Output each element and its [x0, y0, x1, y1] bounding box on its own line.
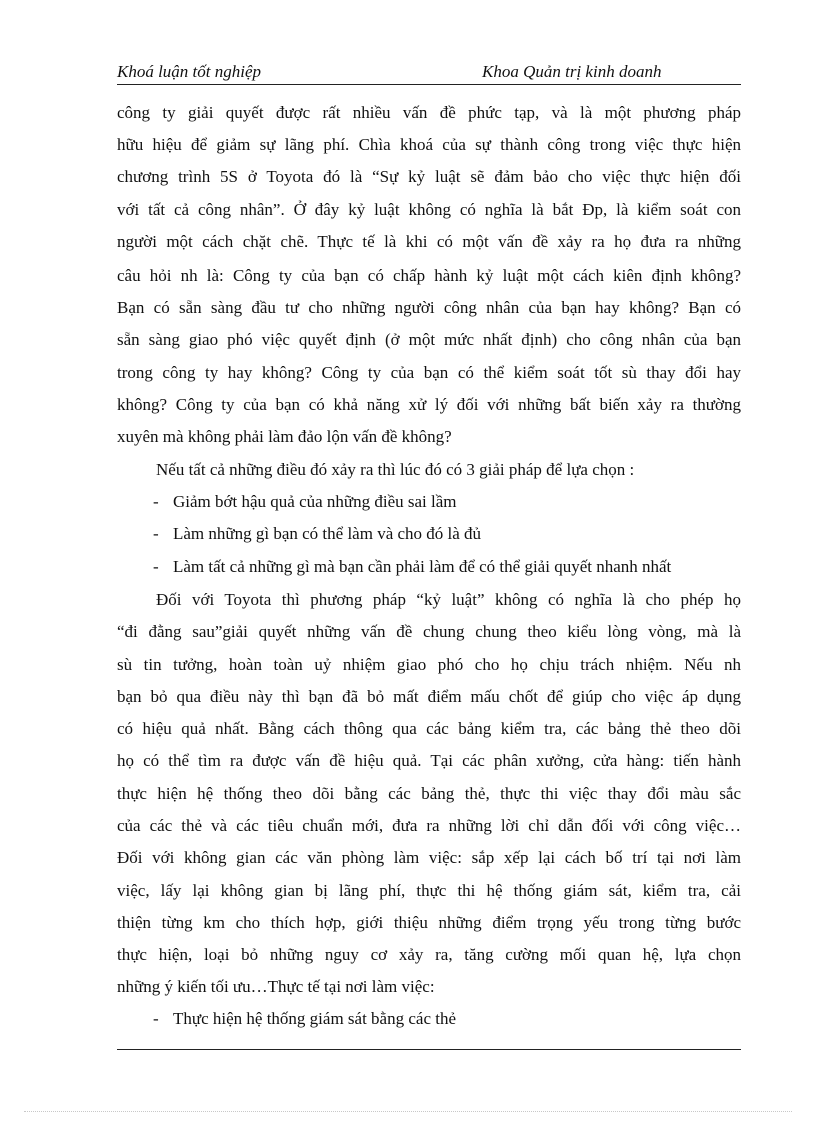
bullet-dash: -: [153, 524, 159, 543]
page-bottom-edge: [24, 1111, 792, 1112]
bullet-dash: -: [153, 492, 159, 511]
paragraph-1-line-2: hữu hiệu để giảm sự lãng phí. Chìa khoá của sự thành công trong việc thực hiện: [117, 135, 741, 154]
paragraph-2-line-5: có hiệu quả nhất. Bằng cách thông qua các bảng kiểm tra, các bảng thẻ theo dõi: [117, 719, 741, 738]
paragraph-2-line-12: thực hiện, loại bỏ những nguy cơ xảy ra, tăng cường mối quan hệ, lựa chọn: [117, 945, 741, 964]
paragraph-1-line-5: người một cách chặt chẽ. Thực tế là khi có một vấn đề xảy ra họ đưa ra những: [117, 232, 741, 251]
paragraph-2-line-2: “đi đằng sau”giải quyết những vấn đề chung chung theo kiểu lòng vòng, mà là: [117, 622, 741, 641]
paragraph-1-line-11: xuyên mà không phải làm đảo lộn vấn đề không?: [117, 427, 452, 446]
list-item-text: Làm tất cả những gì mà bạn cần phải làm để có thể giải quyết nhanh nhất: [173, 557, 672, 576]
paragraph-2-line-10: việc, lấy lại không gian bị lãng phí, thực thi hệ thống giám sát, kiểm tra, cải: [117, 881, 741, 900]
paragraph-2-line-3: sù tin tưởng, hoàn toàn uỷ nhiệm giao phó cho họ chịu trách nhiệm. Nếu nh: [117, 655, 741, 674]
paragraph-2-line-4: bạn bỏ qua điều này thì bạn đã bỏ mất điểm mấu chốt để giúp cho việc áp dụng: [117, 687, 741, 706]
page-header: [117, 62, 741, 85]
paragraph-2-line-13: những ý kiến tối ưu…Thực tế tại nơi làm việc:: [117, 977, 435, 996]
solutions-intro: Nếu tất cả những điều đó xảy ra thì lúc đó có 3 giải pháp để lựa chọn :: [156, 460, 635, 479]
paragraph-2-line-8: của các thẻ và các tiêu chuẩn mới, đưa ra những lời chỉ dẫn đối với công việc…: [117, 816, 741, 835]
paragraph-2-line-7: thực hiện hệ thống theo dõi bằng các bảng thẻ, thực thi việc thay đổi màu sắc: [117, 784, 741, 803]
paragraph-1-line-8: sẵn sàng giao phó việc quyết định (ở một mức nhất định) cho công nhân của bạn: [117, 330, 741, 349]
paragraph-1-line-3: chương trình 5S ở Toyota đó là “Sự kỷ luật sẽ đảm bảo cho việc thực hiện đối: [117, 167, 741, 186]
paragraph-1-line-4: với tất cả công nhân”. Ở đây kỷ luật không có nghĩa là bắt Đp, là kiểm soát con: [117, 200, 741, 219]
paragraph-1-line-6: câu hỏi nh là: Công ty của bạn có chấp hành kỷ luật một cách kiên định không?: [117, 266, 741, 285]
bullet-dash: -: [153, 1009, 159, 1028]
paragraph-2-line-1: Đối với Toyota thì phương pháp “kỷ luật” không có nghĩa là cho phép họ: [156, 590, 741, 609]
paragraph-2-line-9: Đối với không gian các văn phòng làm việc: sắp xếp lại cách bố trí tại nơi làm: [117, 848, 741, 867]
paragraph-2-line-11: thiện từng km cho thích hợp, giới thiệu những điểm trọng yếu trong từng bước: [117, 913, 741, 932]
list-item-text: Giảm bớt hậu quả của những điều sai lầm: [173, 492, 457, 511]
paragraph-1-line-7: Bạn có sẵn sàng đầu tư cho những người công nhân của bạn hay không? Bạn có: [117, 298, 741, 317]
list-item-text: Làm những gì bạn có thể làm và cho đó là đủ: [173, 524, 482, 543]
list-item-text: Thực hiện hệ thống giám sát bằng các thẻ: [173, 1009, 457, 1028]
paragraph-1-line-1: công ty giải quyết được rất nhiều vấn đề phức tạp, và là một phương pháp: [117, 103, 741, 122]
header-faculty-name: Khoa Quản trị kinh doanh: [482, 62, 662, 81]
paragraph-1-line-9: trong công ty hay không? Công ty của bạn có thể kiểm soát tốt sù thay đổi hay: [117, 363, 741, 382]
header-thesis-title: Khoá luận tốt nghiệp: [117, 62, 262, 81]
paragraph-1-line-10: không? Công ty của bạn có khả năng xử lý đối với những bất biến xảy ra thường: [117, 395, 741, 414]
paragraph-2-line-6: họ có thể tìm ra được vấn đề hiệu quả. Tại các phân xưởng, cửa hàng: tiến hành: [117, 751, 741, 770]
bullet-dash: -: [153, 557, 159, 576]
footer-rule: [117, 1049, 741, 1050]
